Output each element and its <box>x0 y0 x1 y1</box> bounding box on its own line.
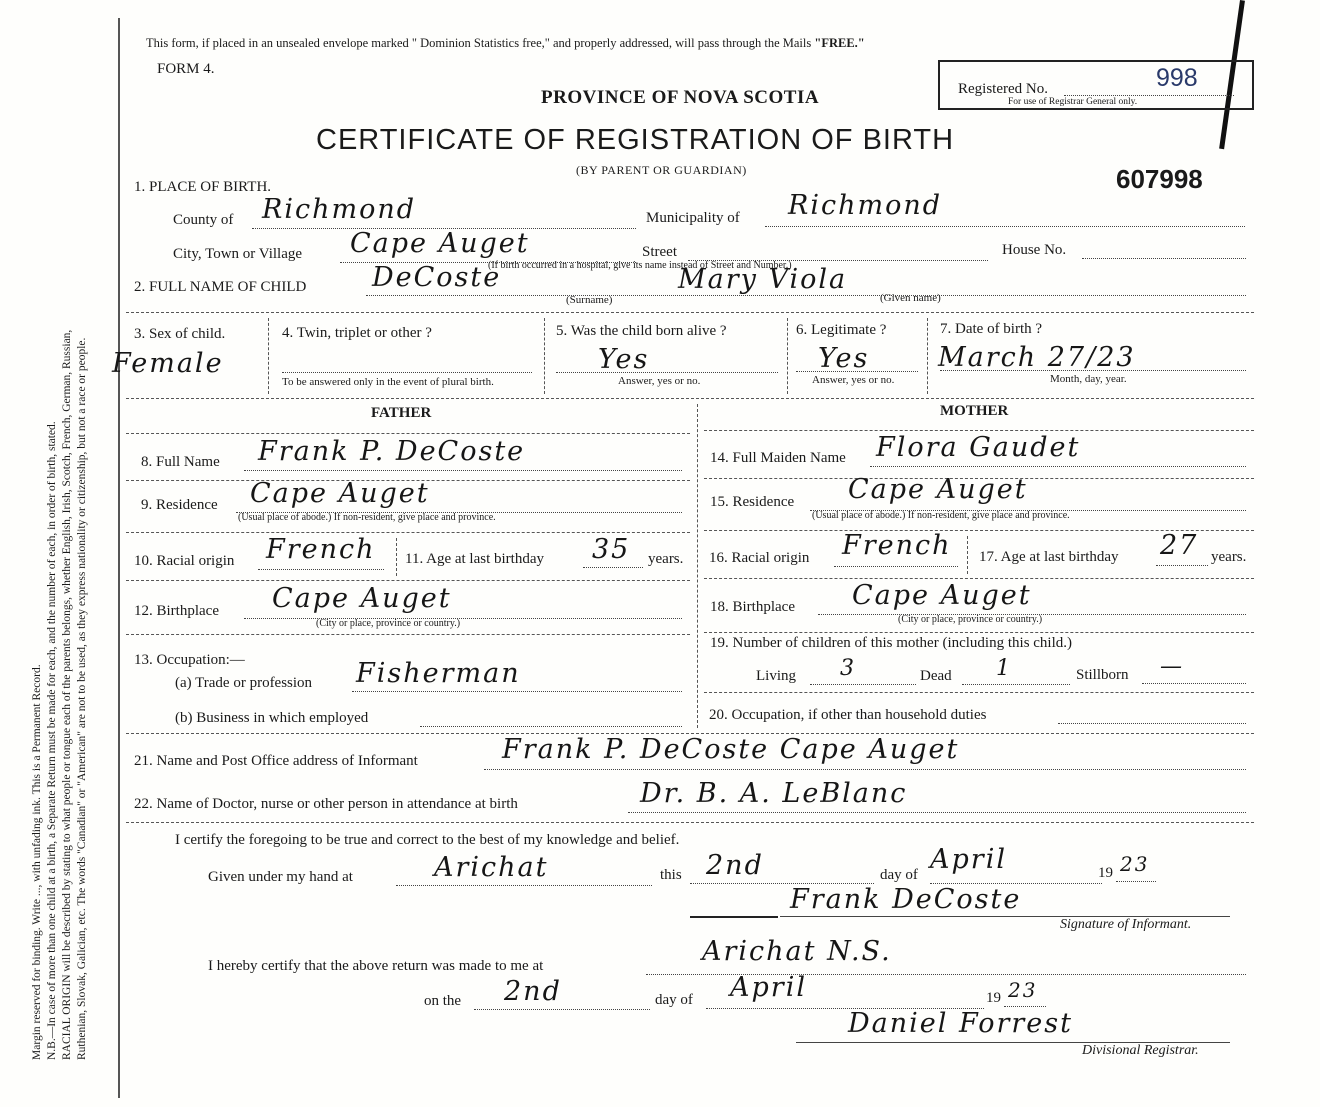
mother-name-label: 14. Full Maiden Name <box>710 450 846 466</box>
form-number: FORM 4. <box>157 61 215 77</box>
doctor-value: Dr. B. A. LeBlanc <box>640 778 908 809</box>
house-number-label: House No. <box>1002 242 1067 258</box>
mother-heading: MOTHER <box>940 403 1009 419</box>
registered-number-box <box>938 60 1254 110</box>
surname-caption: (Surname) <box>566 294 613 306</box>
municipality-label: Municipality of <box>646 210 740 226</box>
mother-race-label: 16. Racial origin <box>709 550 810 566</box>
father-age-value: 35 <box>592 534 631 565</box>
legitimate-label: 6. Legitimate ? <box>796 322 887 338</box>
father-name-value: Frank P. DeCoste <box>258 436 526 467</box>
stillborn-value: — <box>1160 654 1184 679</box>
father-age-label: 11. Age at last birthday <box>405 551 544 567</box>
this-label: this <box>660 867 682 883</box>
certificate-number: 607998 <box>1116 164 1203 194</box>
date-of-birth-label: 7. Date of birth ? <box>940 321 1043 337</box>
registrar-general-note: For use of Registrar General only. <box>1008 97 1138 107</box>
mother-birthplace-label: 18. Birthplace <box>710 599 795 615</box>
living-label: Living <box>756 668 796 684</box>
mother-occupation-label: 20. Occupation, if other than household duties <box>709 707 987 723</box>
city-label: City, Town or Village <box>173 246 303 262</box>
alive-label: 5. Was the child born alive ? <box>556 323 727 339</box>
mother-race-value: French <box>842 530 952 561</box>
mother-residence-note: (Usual place of abode.) If non-resident, give place and province. <box>812 510 1070 521</box>
mother-age-label: 17. Age at last birthday <box>979 549 1119 565</box>
registrar-year-prefix: 19 <box>986 990 1001 1006</box>
legitimate-value: Yes <box>818 343 870 374</box>
father-birthplace-label: 12. Birthplace <box>134 603 219 619</box>
mother-birthplace-value: Cape Auget <box>852 580 1032 611</box>
child-given-name: Mary Viola <box>678 264 848 295</box>
registrar-day-of-label: day of <box>655 992 693 1008</box>
certificate-subtitle: (BY PARENT OR GUARDIAN) <box>576 163 747 177</box>
legitimate-note: Answer, yes or no. <box>812 374 895 386</box>
informant-value: Frank P. DeCoste Cape Auget <box>502 734 960 765</box>
place-of-birth-label: 1. PLACE OF BIRTH. <box>134 179 272 195</box>
date-of-birth-note: Month, day, year. <box>1050 373 1127 385</box>
certificate-title: CERTIFICATE OF REGISTRATION OF BIRTH <box>316 124 955 156</box>
given-day-value: 2nd <box>706 850 764 881</box>
living-value: 3 <box>840 656 856 681</box>
mail-note: This form, if placed in an unsealed envelope marked " Dominion Statistics free," and properly addressed, will pass through the Mails <box>146 36 812 50</box>
registrar-month-value: April <box>730 972 807 1003</box>
alive-value: Yes <box>598 344 650 375</box>
certify-statement: I certify the foregoing to be true and correct to the best of my knowledge and belief. <box>175 832 680 848</box>
given-name-caption: (Given name) <box>880 292 941 304</box>
trade-value: Fisherman <box>356 658 521 689</box>
sex-label: 3. Sex of child. <box>134 326 226 342</box>
given-day-of-label: day of <box>880 867 918 883</box>
father-birthplace-note: (City or place, province or country.) <box>316 618 461 629</box>
mother-years: years. <box>1211 549 1247 565</box>
mail-free: "FREE." <box>814 36 865 50</box>
father-birthplace-value: Cape Auget <box>272 583 452 614</box>
father-residence-note: (Usual place of abode.) If non-resident, give place and province. <box>238 512 496 523</box>
father-heading: FATHER <box>371 405 432 421</box>
county-label: County of <box>173 212 234 228</box>
given-year-prefix: 19 <box>1098 865 1113 881</box>
given-year-value: 23 <box>1120 852 1150 876</box>
province-title: PROVINCE OF NOVA SCOTIA <box>541 87 820 108</box>
registrar-on-label: on the <box>424 993 462 1009</box>
city-value: Cape Auget <box>350 228 530 259</box>
hospital-note: (If birth occurred in a hospital, give its name instead of Street and Number.) <box>488 260 792 271</box>
date-of-birth-value: March 27/23 <box>938 342 1136 373</box>
father-race-label: 10. Racial origin <box>134 553 235 569</box>
informant-label: 21. Name and Post Office address of Informant <box>134 753 418 769</box>
margin-notes <box>30 10 90 1060</box>
margin-border <box>118 18 120 1098</box>
twin-note: To be answered only in the event of plural birth. <box>282 376 494 388</box>
children-count-label: 19. Number of children of this mother (including this child.) <box>710 635 1073 651</box>
given-month-value: April <box>930 844 1007 875</box>
registrar-signature-label: Divisional Registrar. <box>1082 1043 1199 1058</box>
dead-value: 1 <box>996 656 1012 681</box>
child-surname: DeCoste <box>372 262 502 293</box>
registrar-place-value: Arichat N.S. <box>702 936 892 967</box>
county-value: Richmond <box>262 194 417 225</box>
mother-age-value: 27 <box>1160 530 1199 561</box>
dead-label: Dead <box>920 668 952 684</box>
doctor-label: 22. Name of Doctor, nurse or other person in attendance at birth <box>134 796 518 812</box>
father-race-value: French <box>266 534 376 565</box>
business-label: (b) Business in which employed <box>175 710 369 726</box>
given-under-hand-label: Given under my hand at <box>208 869 353 885</box>
mother-residence-value: Cape Auget <box>848 474 1028 505</box>
street-label: Street <box>642 244 677 260</box>
father-residence-value: Cape Auget <box>250 478 430 509</box>
child-name-label: 2. FULL NAME OF CHILD <box>134 279 307 295</box>
registered-number-value: 998 <box>1156 64 1198 92</box>
informant-signature: Frank DeCoste <box>790 884 1022 915</box>
mother-name-value: Flora Gaudet <box>876 432 1081 463</box>
father-residence-label: 9. Residence <box>141 497 218 513</box>
mother-residence-label: 15. Residence <box>710 494 795 510</box>
stillborn-label: Stillborn <box>1076 667 1129 683</box>
registrar-statement: I hereby certify that the above return was made to me at <box>208 958 544 974</box>
registered-number-label: Registered No. <box>958 81 1048 97</box>
margin-note-nationality: Ruthenian, Slovak, Galician, etc. The words "Canadian" or "American" are not to be used, as they express nationality or citizenship, but not a race or people. <box>76 337 88 1060</box>
informant-signature-label: Signature of Informant. <box>1060 917 1192 932</box>
registrar-year-value: 23 <box>1008 978 1038 1002</box>
father-occupation-label: 13. Occupation:— <box>134 652 245 668</box>
twin-label: 4. Twin, triplet or other ? <box>282 325 432 341</box>
margin-note-multiple-birth: N.B.—In case of more than one child at a birth, a Separate Return must be made for each, and the number of each, in order of birth, stated. <box>46 421 58 1060</box>
given-place-value: Arichat <box>434 852 549 883</box>
municipality-value: Richmond <box>788 190 943 221</box>
registrar-signature: Daniel Forrest <box>848 1008 1073 1039</box>
mother-birthplace-note: (City or place, province or country.) <box>898 614 1043 625</box>
father-name-label: 8. Full Name <box>141 454 220 470</box>
trade-label: (a) Trade or profession <box>175 675 313 691</box>
margin-note-binding: Margin reserved for binding. Write ..., with unfading ink. This is a Permanent Record. <box>31 664 43 1060</box>
father-years: years. <box>648 551 684 567</box>
margin-note-racial-origin: RACIAL ORIGIN will be described by stating to what people or tongue each of the parents belongs, whether English, Irish, Scotch, French, German, Russian, <box>61 329 73 1060</box>
alive-note: Answer, yes or no. <box>618 375 701 387</box>
registrar-day-value: 2nd <box>504 976 562 1007</box>
sex-value: Female <box>112 348 224 379</box>
